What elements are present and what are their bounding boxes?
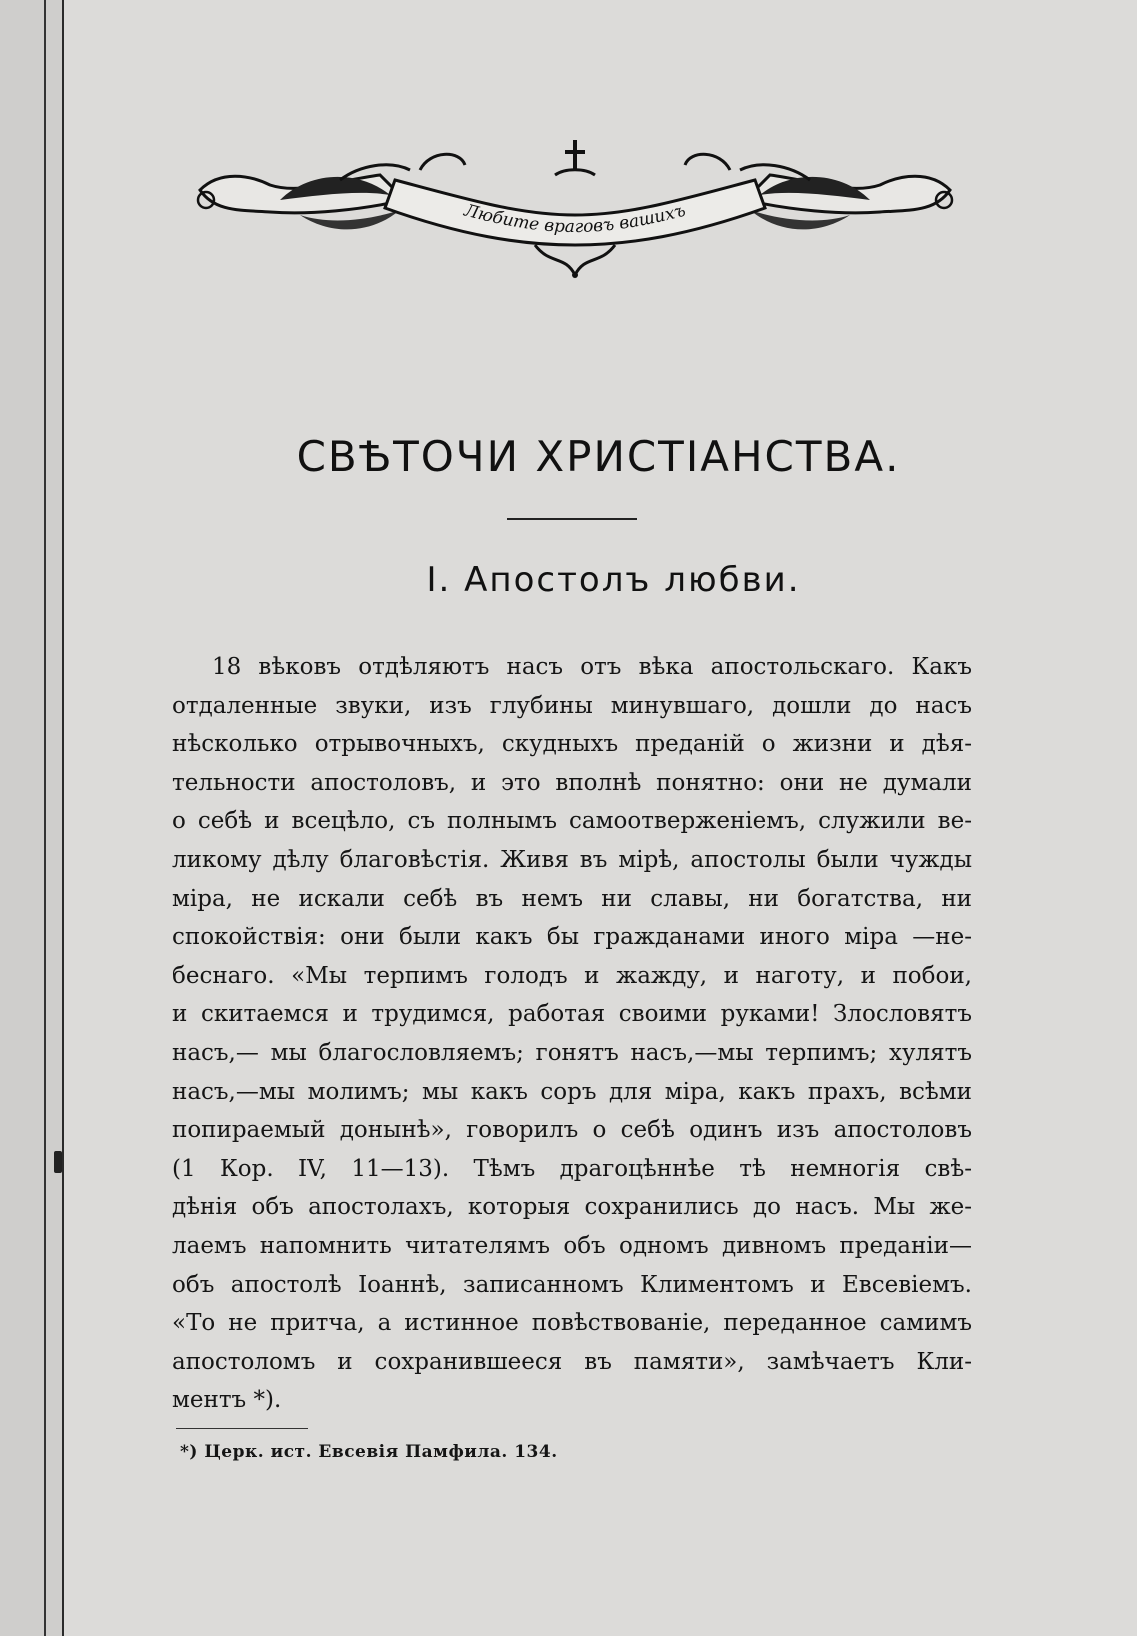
text-line: лаемъ напомнить читателямъ объ одномъ дивномъ преданіи— — [172, 1232, 972, 1259]
text-line: ментъ *). — [172, 1387, 282, 1414]
text-line: о себѣ и всецѣло, съ полнымъ самоотверженіемъ, служили ве- — [172, 808, 972, 835]
text-line: (1 Кор. IV, 11—13). Тѣмъ драгоцѣннѣе тѣ немногія свѣ- — [172, 1155, 972, 1182]
binding-line — [44, 0, 46, 1636]
text-line: насъ,—мы молимъ; мы какъ соръ для міра, какъ прахъ, всѣми — [172, 1078, 972, 1105]
page-title: СВѢТОЧИ ХРИСТІАНСТВА. — [296, 432, 901, 481]
text-line: беснаго. «Мы терпимъ голодъ и жажду, и наготу, и побои, — [172, 962, 972, 989]
text-line: тельности апостоловъ, и это вполнѣ понятно: они не думали — [172, 769, 972, 796]
text-line: и скитаемся и трудимся, работая своими руками! Злословятъ — [172, 1001, 972, 1028]
margin-mark — [54, 1151, 62, 1173]
chapter-subtitle: I. Апостолъ любви. — [426, 560, 801, 600]
text-line: ликому дѣлу благовѣстія. Живя въ мірѣ, апостолы были чужды — [172, 846, 972, 873]
title-divider — [507, 518, 637, 520]
text-line: міра, не искали себѣ въ немъ ни славы, ни богатства, ни — [172, 885, 972, 912]
body-text — [172, 648, 972, 1420]
text-line: дѣнія объ апостолахъ, которыя сохранились до насъ. Мы же- — [172, 1194, 972, 1221]
header-ornament — [190, 140, 960, 280]
text-line: спокойствія: они были какъ бы гражданами иного міра —не- — [172, 924, 972, 951]
footnote: *) Церк. ист. Евсевія Памфила. 134. — [180, 1442, 558, 1462]
text-line: отдаленные звуки, изъ глубины минувшаго, дошли до насъ — [172, 692, 972, 719]
text-line: объ апостолѣ Іоаннѣ, записанномъ Климентомъ и Евсевіемъ. — [172, 1271, 972, 1298]
page-binding-edge — [0, 0, 64, 1636]
text-line: нѣсколько отрывочныхъ, скудныхъ преданій о жизни и дѣя- — [172, 731, 972, 758]
text-line: «То не притча, а истинное повѣствованіе, переданное самимъ — [172, 1310, 972, 1337]
text-line: попираемый донынѣ», говорилъ о себѣ одинъ изъ апостоловъ — [172, 1117, 972, 1144]
text-line: насъ,— мы благословляемъ; гонятъ насъ,—мы терпимъ; хулятъ — [172, 1039, 972, 1066]
text-line: 18 вѣковъ отдѣляютъ насъ отъ вѣка апостольскаго. Какъ — [212, 654, 972, 680]
footnote-divider — [176, 1428, 308, 1429]
motto-text: Любите враговъ вашихъ — [462, 200, 688, 238]
text-line: апостоломъ и сохранившееся въ памяти», замѣчаетъ Кли- — [172, 1348, 972, 1375]
